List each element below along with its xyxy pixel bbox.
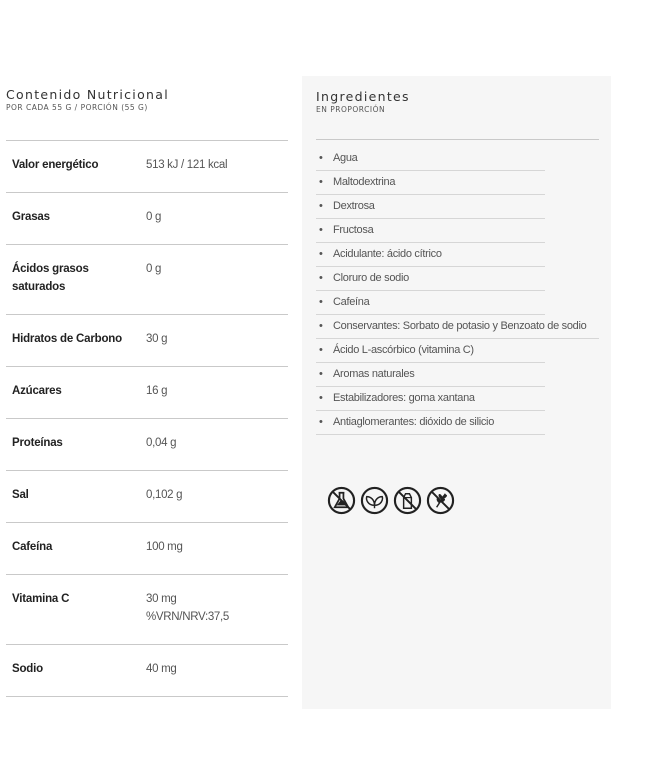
nutrition-row-vitamin-c: [6, 575, 288, 645]
row-value: [146, 590, 229, 644]
nutrition-header: [6, 87, 288, 113]
vegan-icon: [360, 486, 389, 515]
nutrition-row-carbs: [6, 315, 288, 367]
list-item: • Cafeína: [316, 291, 545, 315]
row-label: Sal: [12, 489, 29, 501]
list-item: • Ácido L-ascórbico (vitamina C): [316, 339, 545, 363]
bullet-icon: •: [319, 272, 323, 284]
bullet-icon: •: [319, 416, 323, 428]
nutrition-row-energy: [6, 141, 288, 193]
lactose-free-icon: [393, 486, 422, 515]
ingredients-header: [316, 89, 410, 115]
list-item: • Maltodextrina: [316, 171, 545, 195]
row-label: Vitamina C: [12, 593, 70, 605]
gluten-free-icon: [426, 486, 455, 515]
bullet-icon: •: [319, 296, 323, 308]
nutrition-row-sodium: [6, 645, 288, 697]
nutrition-row-sugars: [6, 367, 288, 419]
row-label: Azúcares: [12, 385, 62, 397]
row-value: 40 mg: [146, 663, 177, 675]
row-value-amount: 30 mg: [146, 593, 177, 605]
bullet-icon: •: [319, 224, 323, 236]
list-item: • Fructosa: [316, 219, 545, 243]
row-value: 0,04 g: [146, 437, 177, 449]
list-item: • Conservantes: Sorbato de potasio y Benzoato de sodio: [316, 315, 599, 339]
row-value: 0 g: [146, 211, 162, 223]
bullet-icon: •: [319, 344, 323, 356]
list-item: • Aromas naturales: [316, 363, 545, 387]
list-item: • Antiaglomerantes: dióxido de silicio: [316, 411, 545, 435]
row-label: Cafeína: [12, 541, 53, 553]
bullet-icon: •: [319, 392, 323, 404]
ingredients-subtitle: EN PROPORCIÓN: [316, 105, 386, 114]
divider: [316, 139, 599, 140]
ingredients-panel: [302, 76, 611, 709]
nutrition-table: [6, 140, 288, 697]
no-chemicals-icon: [327, 486, 356, 515]
row-value: 513 kJ / 121 kcal: [146, 159, 228, 171]
bullet-icon: •: [319, 368, 323, 380]
bullet-icon: •: [319, 152, 323, 164]
row-value: 16 g: [146, 385, 168, 397]
ingredients-title: Ingredientes: [316, 89, 410, 104]
nutrition-row-proteins: [6, 419, 288, 471]
row-label: Sodio: [12, 663, 43, 675]
row-label: Grasas: [12, 211, 50, 223]
row-value: 30 g: [146, 333, 168, 345]
bullet-icon: •: [319, 320, 323, 332]
bullet-icon: •: [319, 248, 323, 260]
list-item: • Dextrosa: [316, 195, 545, 219]
row-label: Ácidos grasos saturados: [12, 263, 89, 293]
nutrition-row-salt: [6, 471, 288, 523]
list-item: • Cloruro de sodio: [316, 267, 545, 291]
ingredients-list: [316, 147, 599, 435]
nutrition-row-saturated: [6, 245, 288, 315]
row-value: 0,102 g: [146, 489, 183, 501]
bullet-icon: •: [319, 200, 323, 212]
list-item: • Agua: [316, 147, 545, 171]
row-value-nrv: %VRN/NRV:37,5: [146, 611, 230, 623]
nutrition-row-fats: [6, 193, 288, 245]
list-item: • Estabilizadores: goma xantana: [316, 387, 545, 411]
row-value: 0 g: [146, 263, 162, 275]
bullet-icon: •: [319, 176, 323, 188]
row-value: 100 mg: [146, 541, 183, 553]
row-label: Proteínas: [12, 437, 63, 449]
list-item: • Acidulante: ácido cítrico: [316, 243, 545, 267]
nutrition-subtitle: POR CADA 55 G / PORCIÓN (55 G): [6, 103, 148, 112]
nutrition-row-caffeine: [6, 523, 288, 575]
nutrition-title: Contenido Nutricional: [6, 87, 169, 102]
row-label: Valor energético: [12, 159, 99, 171]
row-label: Hidratos de Carbono: [12, 333, 122, 345]
diet-badges: [327, 486, 455, 515]
